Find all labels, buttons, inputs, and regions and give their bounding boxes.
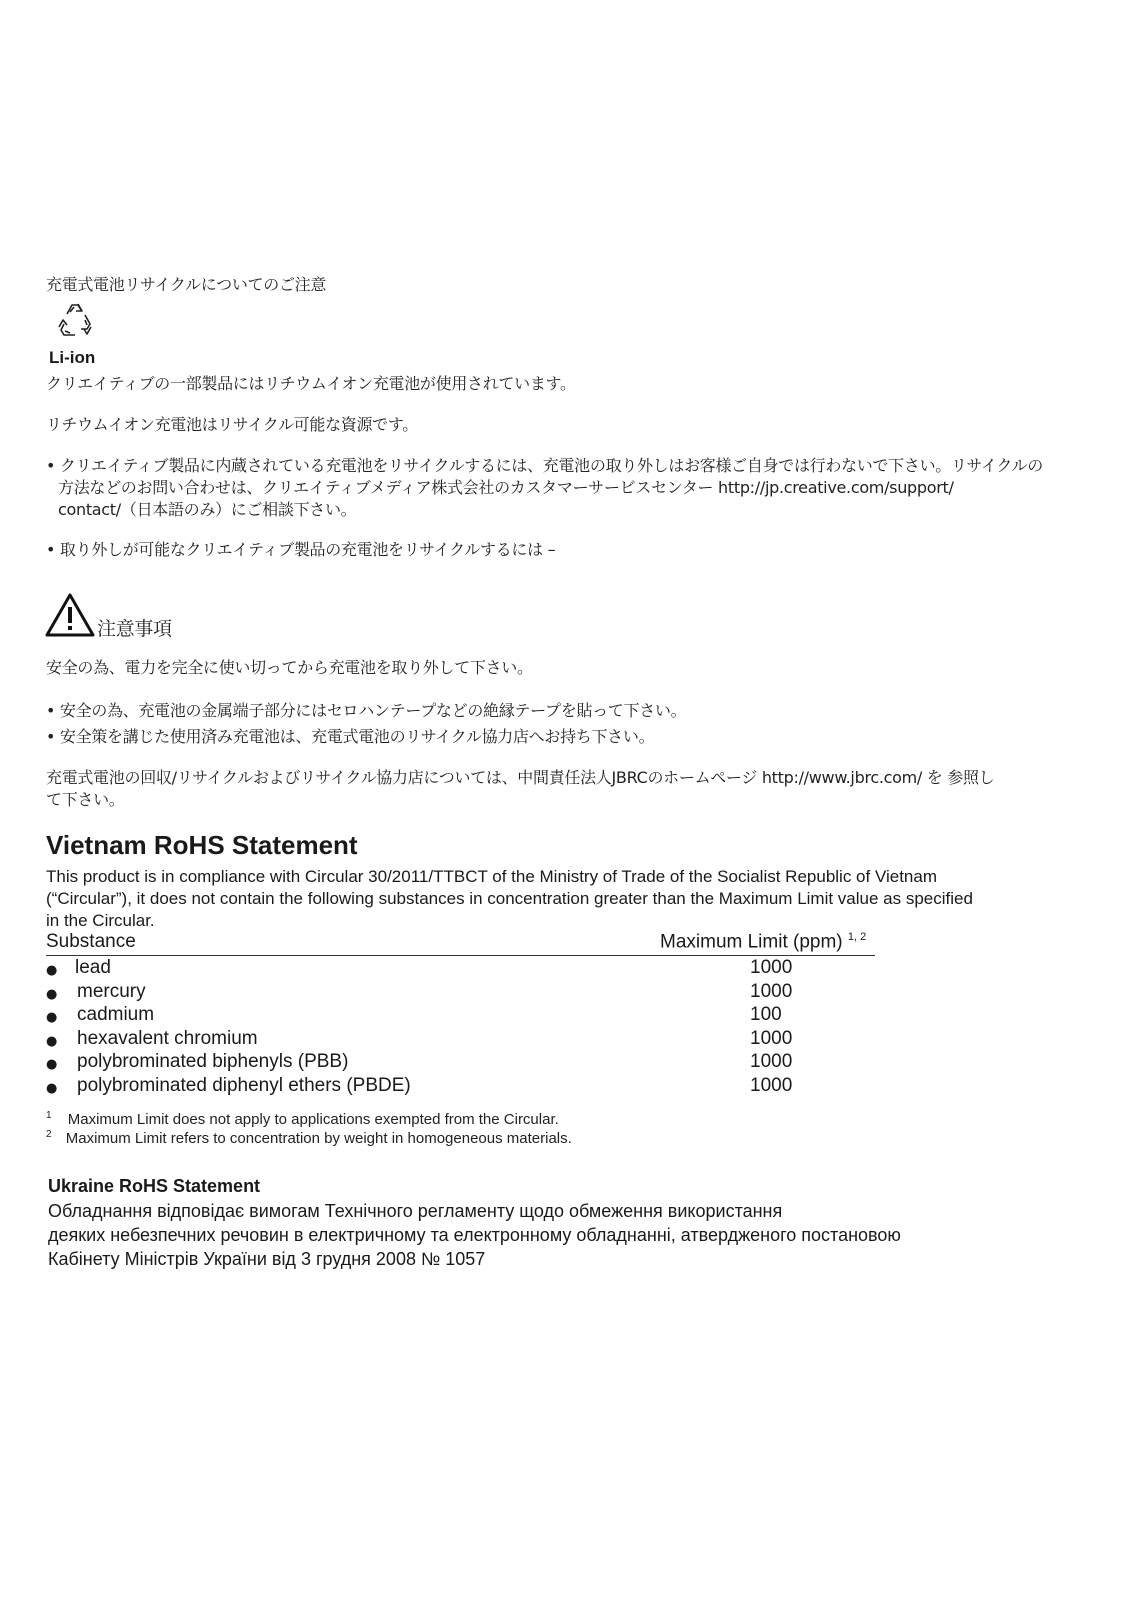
caution-title: 注意事項 bbox=[97, 618, 172, 640]
substance-limit: 1000 bbox=[750, 1075, 793, 1096]
footnote-mark: 1 bbox=[46, 1110, 52, 1121]
bullet-icon: ● bbox=[46, 1081, 58, 1096]
footnote-1 bbox=[46, 1110, 559, 1128]
text-line: деяких небезпечних речовин в електричному та електронному обладнанні, атвердженого постановою bbox=[48, 1225, 901, 1245]
text-line: Кабінету Міністрів України від 3 грудня 2008 № 1057 bbox=[48, 1249, 486, 1269]
intro-line-2: リチウムイオン充電池はリサイクル可能な資源です。 bbox=[46, 415, 419, 434]
ukraine-title: Ukraine RoHS Statement bbox=[48, 1176, 261, 1196]
column-header-substance: Substance bbox=[46, 931, 136, 952]
text-line: • クリエイティブ製品に内蔵されている充電池をリサイクルするには、充電池の取り外しはお客様ご自身では行わないで下さい。リサイクルの bbox=[46, 456, 1043, 475]
bullet-icon: ● bbox=[46, 987, 58, 1002]
recycle-bullet-2: • 取り外しが可能なクリエイティブ製品の充電池をリサイクルするには – bbox=[46, 540, 556, 559]
substance-limit: 1000 bbox=[750, 981, 793, 1002]
intro-line-1: クリエイティブの一部製品にはリチウムイオン充電池が使用されています。 bbox=[46, 374, 576, 393]
substance-name: mercury bbox=[77, 981, 146, 1002]
column-header-limit bbox=[660, 931, 866, 953]
text-line: in the Circular. bbox=[46, 911, 155, 930]
text-line: Обладнання відповідає вимогам Технічного регламенту щодо обмеження використання bbox=[48, 1201, 783, 1221]
recycle-bullet-1 bbox=[46, 455, 1106, 521]
bullet-icon: ● bbox=[46, 1010, 58, 1025]
caution-bullet-2: • 安全策を講じた使用済み充電池は、充電式電池のリサイクル協力店へお持ち下さい。 bbox=[46, 727, 655, 746]
substance-name: lead bbox=[75, 957, 111, 978]
text-line: This product is in compliance with Circular 30/2011/TTBCT of the Ministry of Trade of the Socialist Republic of Vietnam bbox=[46, 867, 938, 886]
jbrc-paragraph bbox=[46, 767, 1106, 811]
vietnam-title: Vietnam RoHS Statement bbox=[46, 830, 358, 860]
column-header-limit-footnote-marks: 1, 2 bbox=[847, 931, 867, 943]
footnote-text: Maximum Limit does not apply to applications exempted from the Circular. bbox=[67, 1111, 559, 1128]
bullet-icon: ● bbox=[46, 963, 58, 978]
text-line: て下さい。 bbox=[46, 790, 125, 809]
li-ion-label: Li-ion bbox=[49, 348, 96, 367]
recycle-icon bbox=[50, 300, 98, 344]
footnote-text: Maximum Limit refers to concentration by weight in homogeneous materials. bbox=[65, 1130, 572, 1147]
substance-limit: 1000 bbox=[750, 957, 793, 978]
footnote-mark: 2 bbox=[46, 1129, 52, 1140]
text-line: 充電式電池の回収/リサイクルおよびリサイクル協力店については、中間責任法人JBRCのホームページ http://www.jbrc.com/ を 参照し bbox=[46, 768, 995, 787]
substance-limit: 1000 bbox=[750, 1051, 793, 1072]
substance-limit: 100 bbox=[750, 1004, 782, 1025]
vietnam-body bbox=[46, 866, 1046, 932]
substance-limit: 1000 bbox=[750, 1028, 793, 1049]
text-line: 方法などのお問い合わせは、クリエイティブメディア株式会社のカスタマーサービスセンター http://jp.creative.com/support/ bbox=[58, 478, 954, 497]
text-line: contact/（日本語のみ）にご相談下さい。 bbox=[58, 500, 357, 519]
bullet-icon: ● bbox=[46, 1034, 58, 1049]
substance-name: cadmium bbox=[77, 1004, 155, 1025]
warning-icon bbox=[44, 592, 96, 638]
caution-intro: 安全の為、電力を完全に使い切ってから充電池を取り外して下さい。 bbox=[46, 658, 533, 677]
substance-name: hexavalent chromium bbox=[77, 1028, 258, 1049]
bullet-icon: ● bbox=[46, 1057, 58, 1072]
ukraine-body bbox=[48, 1199, 1108, 1271]
table-header-divider bbox=[46, 955, 875, 956]
substance-name: polybrominated diphenyl ethers (PBDE) bbox=[77, 1075, 411, 1096]
recycle-heading: 充電式電池リサイクルについてのご注意 bbox=[46, 275, 327, 294]
footnote-2 bbox=[46, 1129, 572, 1147]
column-header-limit-label: Maximum Limit (ppm) bbox=[660, 931, 843, 953]
substance-name: polybrominated biphenyls (PBB) bbox=[77, 1051, 349, 1072]
caution-bullet-1: • 安全の為、充電池の金属端子部分にはセロハンテープなどの絶縁テープを貼って下さい。 bbox=[46, 701, 687, 720]
text-line: (“Circular”), it does not contain the following substances in concentration greater than the Maximum Limit value as specified bbox=[46, 889, 973, 908]
